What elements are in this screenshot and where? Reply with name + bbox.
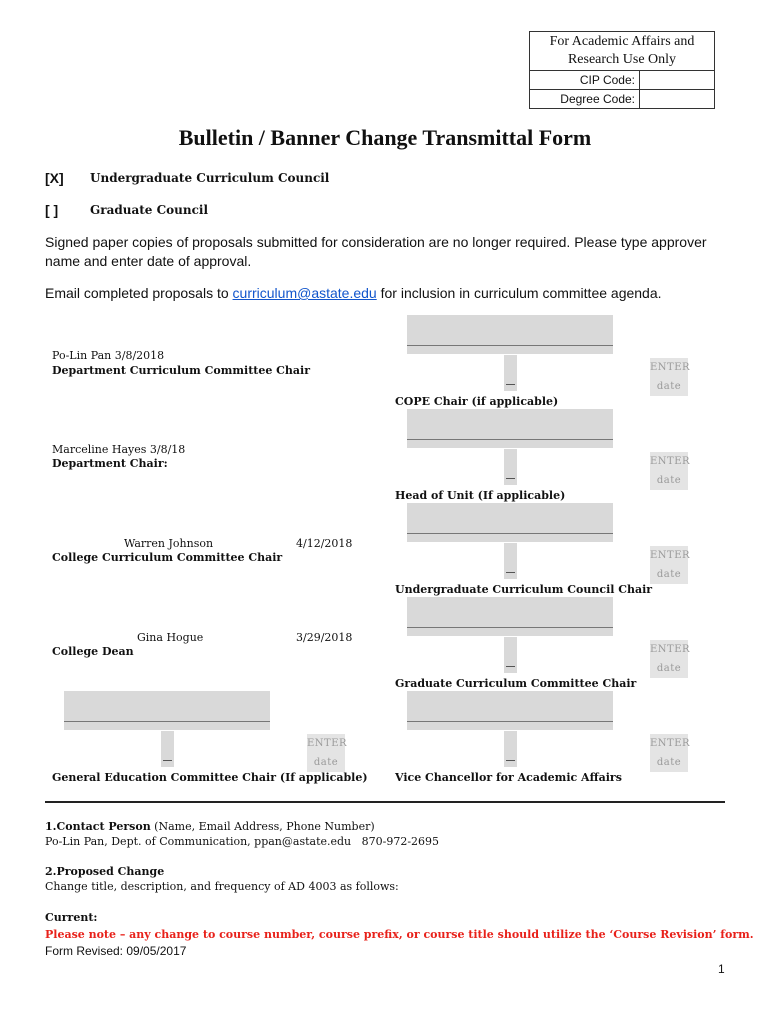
- contact-heading-note: (Name, Email Address, Phone Number): [150, 820, 375, 833]
- college-curriculum-chair-signature[interactable]: Warren Johnson: [124, 537, 214, 550]
- cope-chair-label: COPE Chair (if applicable): [395, 395, 559, 408]
- contact-heading-label: 1.Contact Person: [45, 820, 151, 833]
- grad-council-checkbox[interactable]: [ ]: [45, 202, 59, 218]
- grad-committee-chair-stub-field[interactable]: [504, 637, 517, 673]
- ucc-chair-signature-field[interactable]: [407, 503, 613, 542]
- enter-date-text: date: [656, 475, 682, 486]
- ucc-chair-date-field[interactable]: [650, 546, 691, 584]
- section-divider: [45, 801, 725, 803]
- academic-affairs-heading: [530, 32, 714, 71]
- head-of-unit-label: Head of Unit (If applicable): [395, 489, 566, 502]
- gen-ed-chair-label: General Education Committee Chair (If applicable): [52, 771, 368, 784]
- college-dean-date[interactable]: 3/29/2018: [296, 631, 353, 644]
- cope-chair-stub-field[interactable]: [504, 355, 517, 391]
- cip-code-row: [530, 71, 714, 90]
- college-dean-signature[interactable]: Gina Hogue: [137, 631, 204, 644]
- enter-date-text: date: [656, 569, 682, 580]
- degree-code-field[interactable]: [640, 90, 714, 108]
- email-paragraph: [45, 284, 725, 303]
- dept-curriculum-chair-label: Department Curriculum Committee Chair: [52, 364, 311, 377]
- enter-date-text: ENTER: [650, 456, 691, 467]
- enter-date-text: date: [656, 757, 682, 768]
- enter-date-text: ENTER: [650, 644, 691, 655]
- ucc-chair-stub-field[interactable]: [504, 543, 517, 579]
- academic-affairs-heading-line2: Research Use Only: [567, 52, 677, 67]
- gen-ed-date-field[interactable]: [307, 734, 348, 772]
- email-link[interactable]: curriculum@astate.edu: [232, 285, 377, 301]
- vc-academic-affairs-signature-field[interactable]: [407, 691, 613, 730]
- head-of-unit-date-field[interactable]: [650, 452, 691, 490]
- form-revised-date: Form Revised: 09/05/2017: [45, 944, 187, 958]
- degree-code-label: Degree Code:: [530, 90, 640, 108]
- instructions-line1: Signed paper copies of proposals submitted for consideration are no longer required. Please type approver: [45, 234, 707, 250]
- grad-committee-chair-date-field[interactable]: [650, 640, 691, 678]
- dept-chair-label: Department Chair:: [52, 457, 168, 470]
- head-of-unit-stub-field[interactable]: [504, 449, 517, 485]
- enter-date-text: date: [656, 663, 682, 674]
- contact-value[interactable]: Po-Lin Pan, Dept. of Communication, ppan@astate.edu 870-972-2695: [45, 835, 440, 848]
- gen-ed-signature-field[interactable]: [64, 691, 270, 730]
- page-title: Bulletin / Banner Change Transmittal Form: [178, 125, 592, 150]
- grad-committee-chair-label: Graduate Curriculum Committee Chair: [395, 677, 637, 690]
- grad-council-label: Graduate Council: [90, 203, 209, 217]
- vc-academic-affairs-stub-field[interactable]: [504, 731, 517, 767]
- cip-code-label: CIP Code:: [530, 71, 640, 89]
- enter-date-text: ENTER: [650, 362, 691, 373]
- cip-code-field[interactable]: [640, 71, 714, 89]
- college-curriculum-chair-date[interactable]: 4/12/2018: [296, 537, 353, 550]
- college-dean-label: College Dean: [52, 645, 134, 658]
- cope-chair-signature-field[interactable]: [407, 315, 613, 354]
- proposed-change-heading: 2.Proposed Change: [45, 865, 165, 878]
- enter-date-text: date: [313, 757, 339, 768]
- current-label: Current:: [45, 911, 98, 924]
- enter-date-text: date: [656, 381, 682, 392]
- email-suffix: for inclusion in curriculum committee agenda.: [376, 285, 662, 301]
- page-number: 1: [718, 962, 725, 976]
- degree-code-row: [530, 90, 714, 108]
- instructions-paragraph: [45, 233, 725, 271]
- enter-date-text: ENTER: [650, 738, 691, 749]
- enter-date-text: ENTER: [307, 738, 348, 749]
- vc-academic-affairs-date-field[interactable]: [650, 734, 691, 772]
- undergrad-council-checkbox[interactable]: [X]: [45, 170, 64, 186]
- grad-committee-chair-signature-field[interactable]: [407, 597, 613, 636]
- vc-academic-affairs-label: Vice Chancellor for Academic Affairs: [395, 771, 622, 784]
- dept-curriculum-chair-signature[interactable]: Po-Lin Pan 3/8/2018: [52, 349, 165, 362]
- head-of-unit-signature-field[interactable]: [407, 409, 613, 448]
- cope-chair-date-field[interactable]: [650, 358, 691, 396]
- undergrad-council-label: Undergraduate Curriculum Council: [90, 171, 330, 185]
- college-curriculum-chair-label: College Curriculum Committee Chair: [52, 551, 283, 564]
- enter-date-text: ENTER: [650, 550, 691, 561]
- email-prefix: Email completed proposals to: [45, 285, 233, 301]
- instructions-line2: name and enter date of approval.: [45, 253, 252, 269]
- dept-chair-signature[interactable]: Marceline Hayes 3/8/18: [52, 443, 186, 456]
- academic-affairs-box: [529, 31, 715, 109]
- contact-heading: [45, 820, 375, 833]
- proposed-change-value[interactable]: Change title, description, and frequency of AD 4003 as follows:: [45, 880, 399, 893]
- ucc-chair-label: Undergraduate Curriculum Council Chair: [395, 583, 653, 596]
- academic-affairs-heading-line1: For Academic Affairs and: [549, 34, 695, 49]
- course-revision-note: Please note – any change to course number, course prefix, or course title should utilize the ‘Course Revision’ form.: [45, 928, 754, 941]
- gen-ed-stub-field[interactable]: [161, 731, 174, 767]
